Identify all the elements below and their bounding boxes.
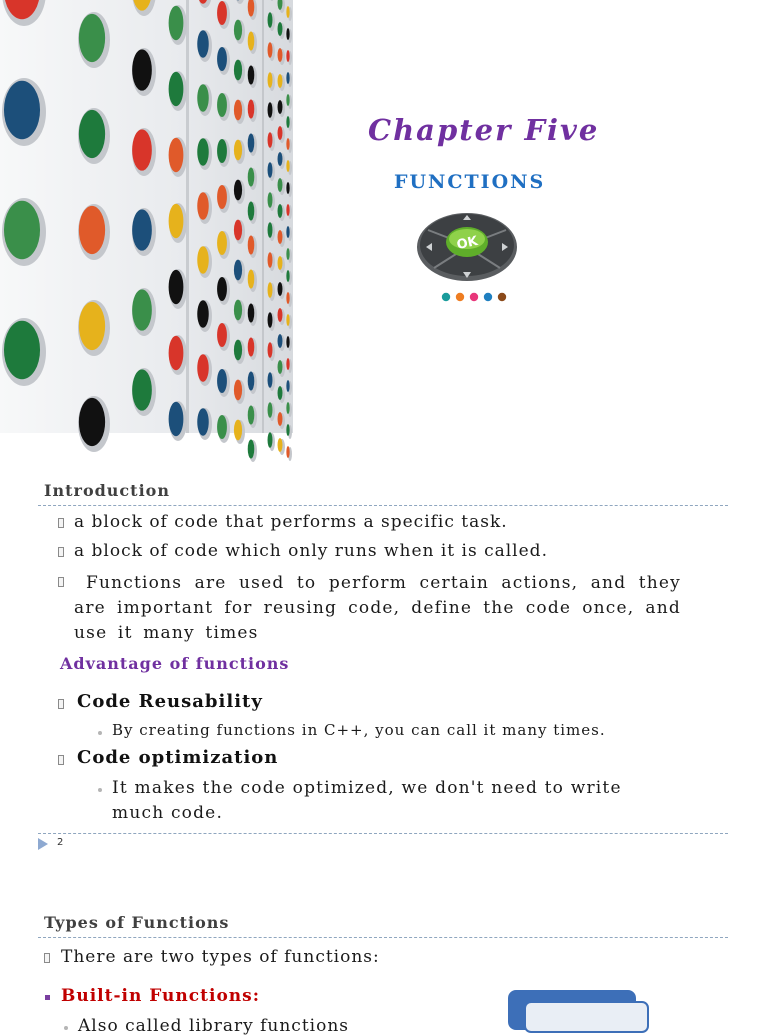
wall-hole <box>4 81 40 139</box>
advantage-title-1: Code Reusability <box>77 691 263 712</box>
wall-hole <box>234 260 242 281</box>
wall-hole <box>217 369 227 393</box>
wall-hole <box>248 32 255 51</box>
wall-hole <box>169 204 184 238</box>
wall-hole <box>169 270 184 304</box>
wall-hole <box>268 12 273 27</box>
slide-heading: Introduction <box>44 481 170 500</box>
advantage-title-2: Code optimization <box>77 747 278 768</box>
wall-hole <box>286 314 289 326</box>
wall-hole <box>248 168 255 187</box>
bullet-icon <box>58 699 64 709</box>
wall-hole <box>278 412 283 426</box>
advantage-heading: Advantage of functions <box>60 654 289 673</box>
wall-hole <box>268 252 273 267</box>
wall-hole <box>197 354 208 382</box>
wall-hole <box>132 129 152 170</box>
bullet-icon <box>58 518 64 528</box>
chapter-title: Chapter Five <box>368 113 599 147</box>
color-dot <box>498 293 506 301</box>
wall-hole <box>268 312 273 327</box>
wall-hole <box>278 360 283 374</box>
wall-hole <box>197 84 208 112</box>
wall-hole <box>286 28 289 40</box>
wall-hole <box>268 132 273 147</box>
wall-hole <box>286 226 289 238</box>
wall-hole <box>4 321 40 379</box>
wall-hole <box>248 338 255 357</box>
wall-hole <box>217 93 227 117</box>
wall-hole <box>169 6 184 40</box>
wall-hole <box>286 402 289 414</box>
ok-button-icon <box>414 210 520 284</box>
color-dot <box>470 293 478 301</box>
wall-hole <box>286 116 289 128</box>
wall-hole <box>217 231 227 255</box>
intro-bullet-1: a block of code that performs a specific task. <box>74 512 508 532</box>
wall-hole <box>197 246 208 274</box>
introduction-slide <box>0 433 768 866</box>
wall-holes-graphic <box>0 0 293 433</box>
wall-hole <box>248 304 255 323</box>
wall-hole <box>268 102 273 117</box>
wall-hole <box>132 369 152 410</box>
wall-hole <box>234 60 242 81</box>
intro-bullet-2: a block of code which only runs when it is called. <box>74 541 548 561</box>
builtin-detail: Also called library functions <box>78 1016 349 1036</box>
wall-hole <box>217 47 227 71</box>
wall-hole <box>286 336 289 348</box>
wall-hole <box>278 100 283 114</box>
wall-hole <box>79 14 105 62</box>
square-bullet-icon <box>45 995 50 1000</box>
wall-hole <box>268 192 273 207</box>
wall-hole <box>197 408 208 436</box>
wall-hole <box>248 372 255 391</box>
sub-bullet-icon <box>98 788 102 792</box>
colorful-wall-image <box>0 0 293 433</box>
footer-divider <box>38 833 728 834</box>
library-graphic <box>505 988 655 1028</box>
builtin-heading: Built-in Functions: <box>61 986 260 1006</box>
wall-hole <box>278 308 283 322</box>
wall-hole <box>217 185 227 209</box>
wall-hole <box>278 204 283 218</box>
wall-hole <box>132 289 152 330</box>
wall-hole <box>197 300 208 328</box>
wall-hole <box>169 402 184 436</box>
wall-hole <box>234 20 242 41</box>
wall-hole <box>278 178 283 192</box>
wall-hole <box>79 206 105 254</box>
wall-hole <box>286 182 289 194</box>
wall-hole <box>79 110 105 158</box>
wall-hole <box>278 230 283 244</box>
wall-hole <box>234 340 242 361</box>
wall-hole <box>79 302 105 350</box>
wall-hole <box>286 292 289 304</box>
wall-hole <box>248 100 255 119</box>
wall-hole <box>268 372 273 387</box>
wall-hole <box>286 248 289 260</box>
wall-hole <box>132 49 152 90</box>
color-dot <box>442 293 450 301</box>
wall-hole <box>278 282 283 296</box>
wall-hole <box>278 334 283 348</box>
wall-hole <box>217 139 227 163</box>
wall-hole <box>268 222 273 237</box>
page-arrow-icon <box>38 838 48 850</box>
color-dots-decoration <box>440 292 510 302</box>
wall-hole <box>286 94 289 106</box>
wall-hole <box>278 386 283 400</box>
wall-hole <box>286 6 289 18</box>
wall-hole <box>278 48 283 62</box>
wall-hole <box>268 72 273 87</box>
wall-hole <box>197 30 208 58</box>
wall-hole <box>169 138 184 172</box>
wall-hole <box>248 202 255 221</box>
wall-hole <box>248 236 255 255</box>
wall-hole <box>286 160 289 172</box>
wall-hole <box>234 180 242 201</box>
wall-hole <box>268 342 273 357</box>
wall-hole <box>197 138 208 166</box>
bullet-icon <box>58 755 64 765</box>
advantage-detail-1: By creating functions in C++, you can call it many times. <box>112 721 606 739</box>
wall-hole <box>248 406 255 425</box>
color-dot <box>456 293 464 301</box>
wall-hole <box>234 220 242 241</box>
wall-hole <box>286 270 289 282</box>
wall-hole <box>217 277 227 301</box>
bullet-icon <box>58 547 64 557</box>
wall-hole <box>234 300 242 321</box>
wall-hole <box>268 162 273 177</box>
wall-hole <box>217 323 227 347</box>
wall-hole <box>248 270 255 289</box>
wall-hole <box>278 22 283 36</box>
wall-hole <box>278 152 283 166</box>
color-dot <box>484 293 492 301</box>
wall-hole <box>248 134 255 153</box>
wall-hole <box>169 336 184 370</box>
wall-hole <box>4 201 40 259</box>
wall-hole <box>286 380 289 392</box>
sub-bullet-icon <box>64 1026 68 1030</box>
ok-label: OK <box>455 234 480 253</box>
wall-hole <box>268 402 273 417</box>
wall-hole <box>234 140 242 161</box>
wall-hole <box>286 72 289 84</box>
types-slide <box>0 866 768 1024</box>
wall-hole <box>268 282 273 297</box>
slide-heading: Types of Functions <box>44 913 229 932</box>
page-number: 2 <box>57 837 63 848</box>
wall-hole <box>268 42 273 57</box>
title-slide <box>0 0 768 433</box>
bullet-icon <box>44 953 50 963</box>
advantage-detail-2: It makes the code optimized, we don't need to write much code. <box>112 776 652 826</box>
wall-hole <box>197 192 208 220</box>
intro-bullet-3: Functions are used to perform certain actions, and they are important for reusing code, define the code once, and use it many times <box>74 571 681 646</box>
types-bullet-1: There are two types of functions: <box>61 947 380 967</box>
wall-hole <box>286 358 289 370</box>
heading-divider <box>38 505 728 506</box>
wall-hole <box>286 138 289 150</box>
wall-hole <box>278 256 283 270</box>
wall-hole <box>286 50 289 62</box>
sub-bullet-icon <box>98 731 102 735</box>
wall-hole <box>278 74 283 88</box>
wall-hole <box>169 72 184 106</box>
wall-hole <box>248 66 255 85</box>
wall-hole <box>132 209 152 250</box>
wall-hole <box>234 380 242 401</box>
heading-divider <box>38 937 728 938</box>
wall-hole <box>234 100 242 121</box>
wall-hole <box>286 204 289 216</box>
bullet-icon <box>58 577 64 587</box>
chapter-subtitle: FUNCTIONS <box>394 171 545 193</box>
wall-hole <box>278 126 283 140</box>
wall-hole <box>217 1 227 25</box>
